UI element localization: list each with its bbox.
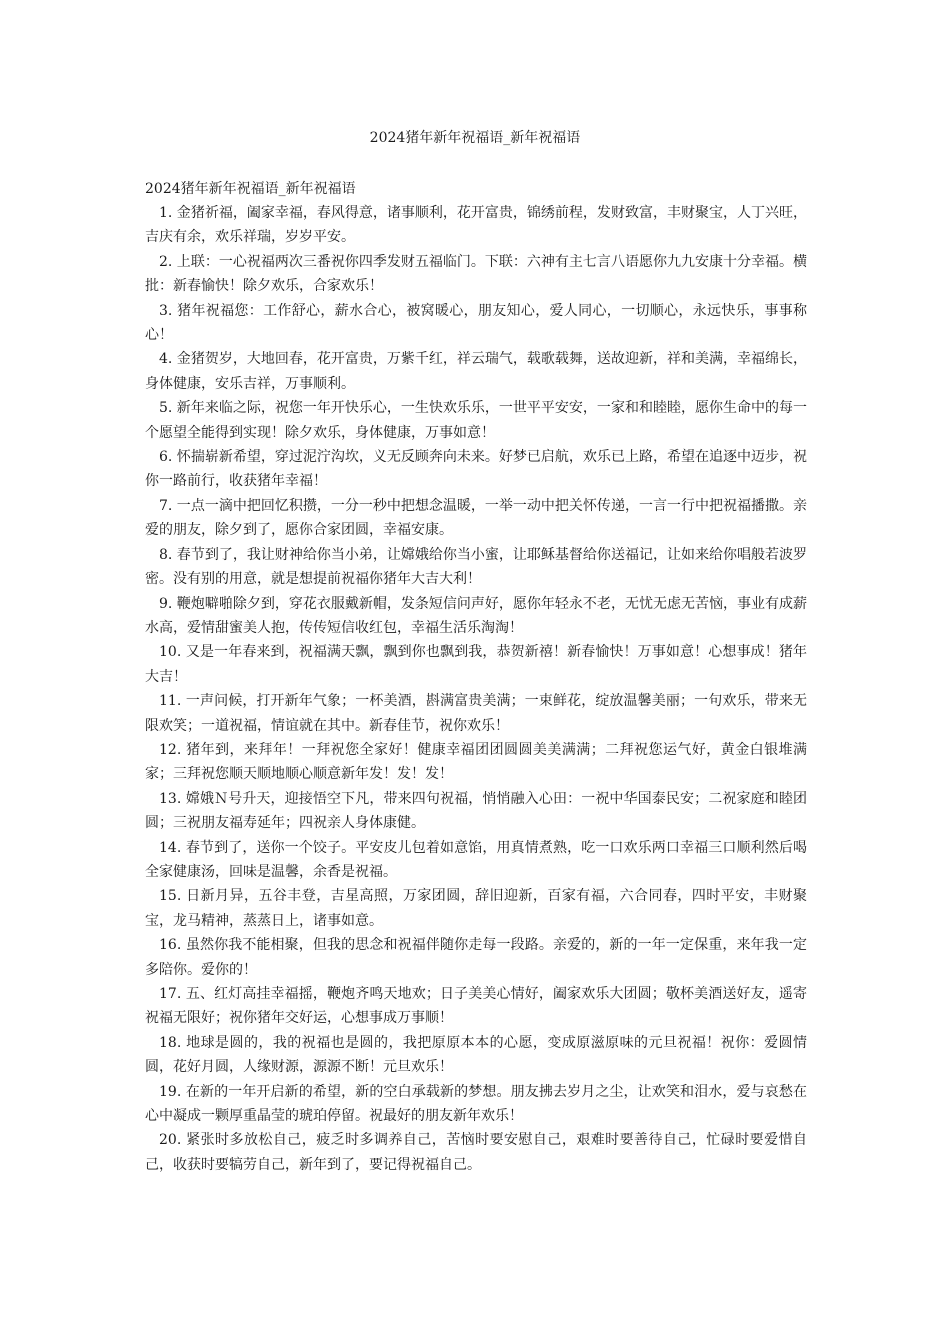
greeting-entry: 13. 嫦娥Ｎ号升天，迎接悟空下凡，带来四句祝福，悄悄融入心田：一祝中华国泰民安；二祝家庭和睦团圆；三祝朋友福寿延年；四祝亲人身体康健。 (145, 790, 807, 832)
greeting-entry: 4. 金猪贺岁，大地回春，花开富贵，万紫千红，祥云瑞气，载歌载舞，送故迎新，祥和美满，幸福绵长，身体健康，安乐吉祥，万事顺利。 (145, 351, 807, 392)
greeting-entry: 5. 新年来临之际，祝您一年开快乐心，一生快欢乐乐，一世平平安安，一家和和睦睦，愿你生命中的每一个愿望全能得到实现！除夕欢乐，身体健康，万事如意！ (145, 400, 807, 441)
greeting-entry: 14. 春节到了，送你一个饺子。平安皮儿包着如意馅，用真情煮熟，吃一口欢乐两口幸福三口顺利然后喝全家健康汤，回味是温馨，余香是祝福。 (145, 839, 807, 880)
greeting-entry: 20. 紧张时多放松自己，疲乏时多调养自己，苦恼时要安慰自己，艰难时要善待自己，忙碌时要爱惜自己，收获时要犒劳自己，新年到了，要记得祝福自己。 (145, 1132, 807, 1173)
greeting-entry: 7. 一点一滴中把回忆积攒，一分一秒中把想念温暖，一举一动中把关怀传递，一言一行中把祝福播撒。亲爱的朋友，除夕到了，愿你合家团圆，幸福安康。 (145, 497, 807, 539)
greeting-entry: 10. 又是一年春来到，祝福满天飘，飘到你也飘到我，恭贺新禧！新春愉快！万事如意！心想事成！猪年大吉！ (145, 644, 807, 685)
greeting-entry: 3. 猪年祝福您：工作舒心，薪水合心，被窝暖心，朋友知心，爱人同心，一切顺心，永远快乐，事事称心！ (145, 302, 807, 344)
greeting-entry: 2. 上联：一心祝福两次三番祝你四季发财五福临门。下联：六神有主七言八语愿你九九安康十分幸福。横批：新春愉快！除夕欢乐，合家欢乐！ (145, 253, 807, 295)
greeting-entry: 8. 春节到了，我让财神给你当小弟，让嫦娥给你当小蜜，让耶稣基督给你送福记，让如来给你唱般若波罗密。没有别的用意，就是想提前祝福你猪年大吉大利！ (145, 546, 807, 588)
greeting-entry: 18. 地球是圆的，我的祝福也是圆的，我把原原本本的心愿，变成原滋原味的元旦祝福！祝你：爱圆情圆，花好月圆，人缘财源，源源不断！元旦欢乐！ (145, 1034, 807, 1076)
greeting-entry: 6. 怀揣崭新希望，穿过泥泞沟坎，义无反顾奔向未来。好梦已启航，欢乐已上路，希望在追逐中迈步，祝你一路前行，收获猪年幸福！ (145, 449, 807, 490)
greeting-entry: 1. 金猪祈福，阖家幸福，春风得意，诸事顺利，花开富贵，锦绣前程，发财致富，丰财聚宝，人丁兴旺，吉庆有余，欢乐祥瑞，岁岁平安。 (145, 205, 807, 246)
document-subtitle: 2024猪年新年祝福语_新年祝福语 (145, 181, 356, 197)
document-body (145, 177, 807, 1177)
greeting-entry: 19. 在新的一年开启新的希望，新的空白承载新的梦想。朋友拂去岁月之尘，让欢笑和泪水，爱与哀愁在心中凝成一颗厚重晶莹的琥珀停留。祝最好的朋友新年欢乐！ (145, 1083, 807, 1125)
greeting-entry: 15. 日新月异，五谷丰登，吉星高照，万家团圆，辞旧迎新，百家有福，六合同春，四时平安，丰财聚宝，龙马精神，蒸蒸日上，诸事如意。 (145, 888, 807, 929)
greeting-entry: 12. 猪年到，来拜年！一拜祝您全家好！健康幸福团团圆圆美美满满；二拜祝您运气好，黄金白银堆满家；三拜祝您顺天顺地顺心顺意新年发！发！发！ (145, 741, 807, 783)
greeting-entry: 16. 虽然你我不能相聚，但我的思念和祝福伴随你走每一段路。亲爱的，新的一年一定保重，来年我一定多陪你。爱你的！ (145, 937, 807, 978)
greeting-entry: 11. 一声问候，打开新年气象；一杯美酒，斟满富贵美满；一束鲜花，绽放温馨美丽；一句欢乐，带来无限欢笑；一道祝福，情谊就在其中。新春佳节，祝你欢乐！ (145, 693, 807, 734)
greeting-entry: 9. 鞭炮噼啪除夕到，穿花衣服戴新帽，发条短信问声好，愿你年轻永不老，无忧无虑无苦恼，事业有成薪水高，爱情甜蜜美人抱，传传短信收红包，幸福生活乐淘淘！ (145, 595, 807, 636)
document-title: 2024猪年新年祝福语_新年祝福语 (369, 130, 581, 146)
greeting-entry: 17. 五、红灯高挂幸福摇，鞭炮齐鸣天地欢；日子美美心情好，阖家欢乐大团圆；敬杯美酒送好友，遥寄祝福无限好；祝你猪年交好运，心想事成万事顺！ (145, 986, 807, 1027)
